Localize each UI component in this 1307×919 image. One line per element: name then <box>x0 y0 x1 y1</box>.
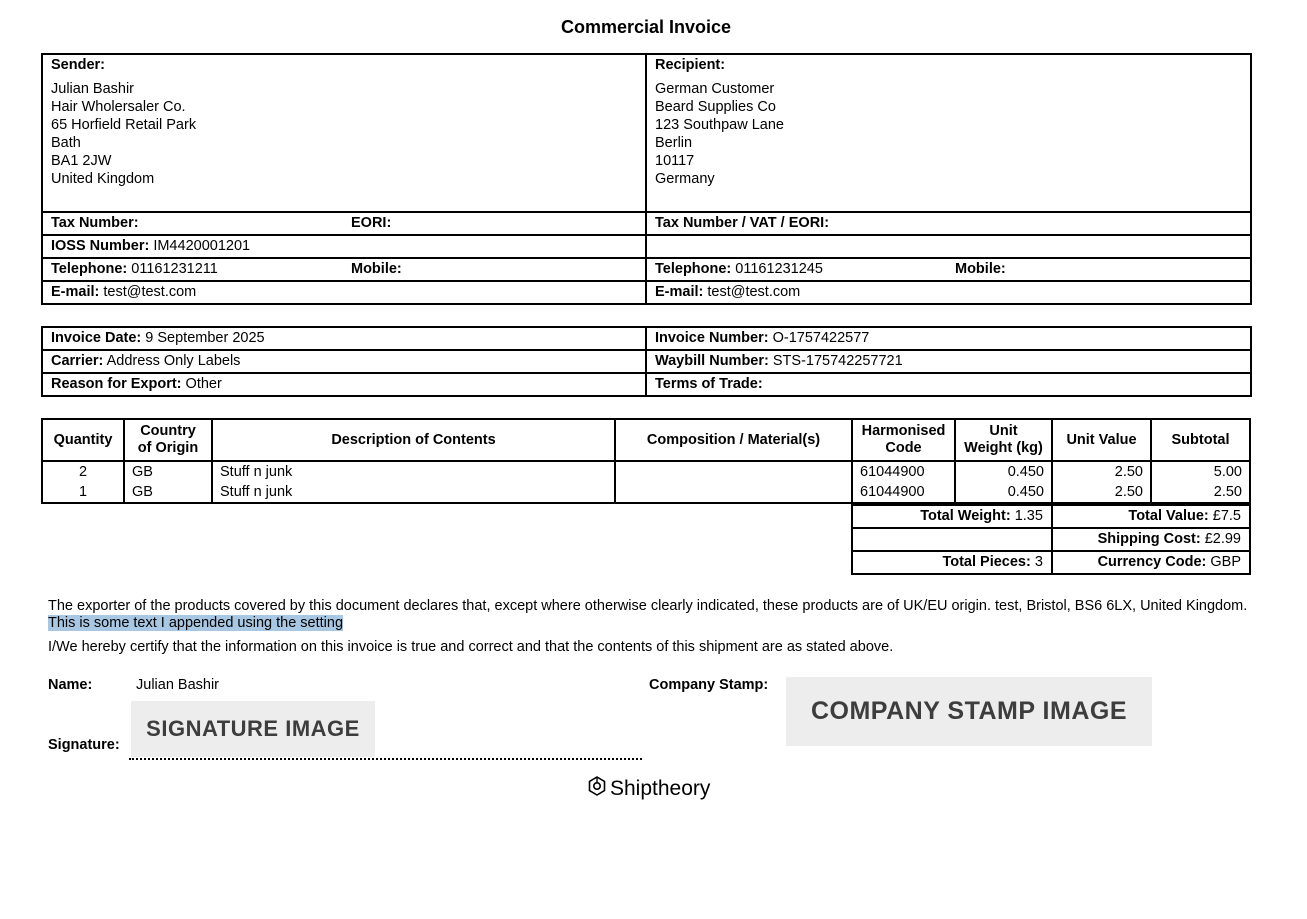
recipient-address-line: Germany <box>655 171 715 187</box>
sender-address-line: United Kingdom <box>51 171 155 187</box>
col-header-country <box>124 419 212 461</box>
sender-address-line: 65 Horfield Retail Park <box>51 117 197 133</box>
col-header-unit-weight <box>955 419 1052 461</box>
recipient-email-label: E-mail: <box>655 284 704 300</box>
cell-country: GB <box>124 482 212 503</box>
shipping-cost-value: £2.99 <box>1204 531 1241 547</box>
ioss-value: IM4420001201 <box>153 238 251 254</box>
total-pieces-cell <box>852 551 1052 574</box>
name-label: Name: <box>48 677 93 693</box>
recipient-address-line: 10117 <box>655 153 695 169</box>
terms-label: Terms of Trade: <box>654 376 763 392</box>
cell-unit-value: 2.50 <box>1052 461 1151 482</box>
cell-description: Stuff n junk <box>212 482 615 503</box>
total-weight-cell <box>852 505 1052 528</box>
sender-mobile-label: Mobile: <box>351 261 402 277</box>
sender-address-line: Julian Bashir <box>51 81 135 97</box>
cell-composition <box>615 461 852 482</box>
total-value-label: Total Value: <box>1128 508 1209 524</box>
col-header-country-line: of Origin <box>137 440 199 456</box>
declaration-text: The exporter of the products covered by this document declares that, except where otherwise clearly indicated, these products are of UK/EU origin. test, Bristol, BS6 6LX, United Kingdom. <box>48 598 1248 614</box>
terms-cell <box>646 373 1251 396</box>
table-row <box>42 461 1250 482</box>
sender-eori-label: EORI: <box>351 215 392 231</box>
recipient-block <box>646 54 1251 212</box>
sender-ioss-row <box>42 235 646 258</box>
sender-telephone-value: 01161231211 <box>131 261 218 277</box>
appended-text-selection[interactable]: This is some text I appended using the setting <box>48 615 344 631</box>
col-header-hs-line: Harmonised <box>861 423 946 439</box>
recipient-telephone-label: Telephone: <box>655 261 732 277</box>
waybill-value: STS-175742257721 <box>772 353 903 369</box>
col-header-weight-line: Weight (kg) <box>964 440 1043 456</box>
cell-country: GB <box>124 461 212 482</box>
recipient-address-line: Berlin <box>655 135 693 151</box>
recipient-tax-row <box>646 212 1251 235</box>
sender-email-value: test@test.com <box>103 284 197 300</box>
totals-empty-cell <box>852 528 1052 551</box>
party-details-table <box>41 53 1252 305</box>
col-header-hs-code <box>852 419 955 461</box>
col-header-country-line: Country <box>140 423 196 439</box>
certification-text: I/We hereby certify that the information on this invoice is true and correct and that the contents of this shipment are as stated above. <box>48 639 894 655</box>
waybill-label: Waybill Number: <box>654 353 769 369</box>
name-value: Julian Bashir <box>136 677 220 693</box>
sender-email-row <box>42 281 646 304</box>
carrier-value: Address Only Labels <box>106 353 241 369</box>
cell-description: Stuff n junk <box>212 461 615 482</box>
recipient-email-row <box>646 281 1251 304</box>
cell-unit-value: 2.50 <box>1052 482 1151 503</box>
col-header-hs-line: Code <box>885 440 922 456</box>
currency-code-label: Currency Code: <box>1097 554 1207 570</box>
document-title: Commercial Invoice <box>560 17 732 37</box>
sender-email-label: E-mail: <box>51 284 100 300</box>
total-value-cell <box>1052 505 1250 528</box>
cell-unit-weight: 0.450 <box>955 461 1052 482</box>
currency-code-cell <box>1052 551 1250 574</box>
totals-table <box>851 504 1251 575</box>
signature-line <box>129 758 642 760</box>
recipient-email-value: test@test.com <box>707 284 801 300</box>
cell-unit-weight: 0.450 <box>955 482 1052 503</box>
origin-declaration[interactable] <box>48 598 1248 632</box>
total-pieces-label: Total Pieces: <box>942 554 1031 570</box>
recipient-empty-row <box>646 235 1251 258</box>
recipient-address-line: Beard Supplies Co <box>655 99 776 115</box>
cell-subtotal: 5.00 <box>1151 461 1250 482</box>
table-row <box>42 482 1250 503</box>
shipping-cost-cell <box>1052 528 1250 551</box>
sender-tax-label: Tax Number: <box>51 215 139 231</box>
invoice-date-cell <box>42 327 646 350</box>
invoice-number-value: O-1757422577 <box>772 330 870 346</box>
ioss-label: IOSS Number: <box>51 238 150 254</box>
col-header-subtotal: Subtotal <box>1151 419 1250 461</box>
col-header-description: Description of Contents <box>212 419 615 461</box>
cell-hs-code: 61044900 <box>852 482 955 503</box>
col-header-composition: Composition / Material(s) <box>615 419 852 461</box>
reason-value: Other <box>185 376 222 392</box>
brand-name: Shiptheory <box>610 777 711 800</box>
col-header-quantity: Quantity <box>42 419 124 461</box>
col-header-weight-line: Unit <box>989 423 1018 439</box>
recipient-mobile-label: Mobile: <box>955 261 1006 277</box>
signature-label: Signature: <box>48 737 120 753</box>
sender-block <box>42 54 646 212</box>
sender-telephone-row <box>42 258 646 281</box>
carrier-label: Carrier: <box>51 353 104 369</box>
total-weight-value: 1.35 <box>1014 508 1043 524</box>
invoice-date-value: 9 September 2025 <box>145 330 265 346</box>
invoice-number-cell <box>646 327 1251 350</box>
invoice-date-label: Invoice Date: <box>51 330 142 346</box>
sender-address-line: Bath <box>51 135 81 151</box>
cell-quantity: 2 <box>42 461 124 482</box>
reason-label: Reason for Export: <box>51 376 182 392</box>
total-pieces-value: 3 <box>1034 554 1043 570</box>
shiptheory-logo <box>588 776 710 802</box>
items-table <box>41 418 1251 504</box>
sender-telephone-label: Telephone: <box>51 261 128 277</box>
shiptheory-logo-icon <box>588 776 606 802</box>
invoice-number-label: Invoice Number: <box>654 330 769 346</box>
cell-subtotal: 2.50 <box>1151 482 1250 503</box>
carrier-cell <box>42 350 646 373</box>
recipient-telephone-value: 01161231245 <box>735 261 823 277</box>
sender-tax-row <box>42 212 646 235</box>
sender-heading: Sender: <box>51 57 105 73</box>
recipient-address-line: German Customer <box>655 81 775 97</box>
recipient-heading: Recipient: <box>655 57 726 73</box>
cell-hs-code: 61044900 <box>852 461 955 482</box>
sender-address-line: Hair Wholersaler Co. <box>51 99 186 115</box>
company-stamp-label: Company Stamp: <box>649 677 769 693</box>
reason-cell <box>42 373 646 396</box>
cell-composition <box>615 482 852 503</box>
sender-address-line: BA1 2JW <box>51 153 112 169</box>
recipient-telephone-row <box>646 258 1251 281</box>
total-value-value: £7.5 <box>1212 508 1241 524</box>
total-weight-label: Total Weight: <box>920 508 1011 524</box>
cell-quantity: 1 <box>42 482 124 503</box>
waybill-cell <box>646 350 1251 373</box>
signature-image: SIGNATURE IMAGE <box>131 701 375 757</box>
col-header-unit-value: Unit Value <box>1052 419 1151 461</box>
recipient-address-line: 123 Southpaw Lane <box>655 117 784 133</box>
invoice-meta-table <box>41 326 1252 397</box>
currency-code-value: GBP <box>1210 554 1241 570</box>
shipping-cost-label: Shipping Cost: <box>1097 531 1201 547</box>
company-stamp-image: COMPANY STAMP IMAGE <box>786 677 1152 746</box>
recipient-tax-label: Tax Number / VAT / EORI: <box>655 215 830 231</box>
items-header-row <box>42 419 1250 461</box>
